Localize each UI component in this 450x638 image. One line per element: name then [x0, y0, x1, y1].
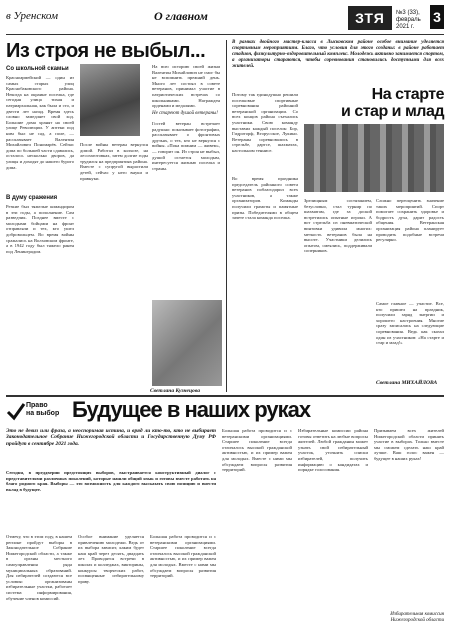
- article3-rubric-line1: Право: [26, 402, 48, 409]
- article1-col2: [80, 142, 148, 382]
- issue-date: февраль 2021 г.: [396, 17, 421, 30]
- article1-subhead: Со школьной скамьи: [6, 66, 69, 72]
- article3-rubric: [26, 402, 59, 418]
- article3-signature-line1: Избирательная комиссия: [390, 612, 444, 617]
- article3-p2: Отмечу, что в этом году, в нашем регионе пройдут выборы в Законодательное Собрание Нижегородской области, а также в органы местного самоуправления ряда муниципальных образований. Для избирателей создаются все условия: организованы избирательные участки, работает система информирования, обучение членов комиссий.: [6, 534, 72, 601]
- article3-lead: Это не девиз или фраза, а неоспоримая истина, и вряд ли кто-то, кто не выбирает Законодательное Собрание Нижегородской области и Государственную Думу РФ пройдут в сентябре 2021 года.: [6, 428, 216, 447]
- article2-col2: [304, 198, 372, 388]
- article2-p3: Зрелищным состязанием, безусловно, стал турнир по шахматам, где за доской встретились опытные игроки. А вот стрельба из пневматической винтовки удивила многих: меткость ветеранов была на высоте. Участники делились опытом, смеялись, поддерживали соперников.: [304, 198, 372, 254]
- article1-p4: На всю историю своей жизни Валентин Михайлович не смог бы не вспомнить прежний день. Много лет состоял в совете ветеранов, принимал участие в патриотических встречах со школьниками. Награжден орденами и медалями.: [152, 64, 220, 108]
- article3-col4: [222, 428, 292, 632]
- article1-p1: Красноармейский — один из самых старых улиц Краснобаковского района. Некогда на окраине поселка, где сегодня улица тихая и патриархальная, как была и сто, и двести лет назад. Время здесь словно замедляет свой ход. Большие дома хранят на своей улице Революции. У аптеки под ним был не сад, а поле, — рассказывает Валентин Михайлович Пономарёв. Сейчас дома по большей части сдавались, осталось несколько дворов, да улицы и доходят до нашего бурого дома.: [6, 75, 74, 170]
- article1-p2: Резкие был тяжелые командиром в эти годы, а пополнение. Сам разведчик. Позднее вместе с молодыми бойцами на фронт отправляли и тех, кто ушел добровольцем. Во время войны сражались на Волховском фронте, а в 1942 году был тяжело ранен под Ленинградом.: [6, 204, 74, 254]
- masthead-region: в Уренском: [6, 10, 59, 22]
- article3-p4: Большая работа проводится и с ветеранскими организациями. Старшее поколение всегда отличалось высокой гражданской активностью, и их пример важен для молодых. Вместе с ними мы обсуждаем вопросы развития территорий.: [150, 534, 216, 579]
- article3-col2: [78, 534, 144, 634]
- article3-p4b: Большая работа проводится и с ветеранскими организациями. Старшее поколение всегда отличалось высокой гражданской активностью, и их пример важен для молодых. Вместе с ними мы обсуждаем вопросы развития территорий.: [222, 428, 292, 473]
- competition-photo: [304, 124, 444, 192]
- article2-p1: Потому так единодушно решили поселковые спортивные соревнования районной ветеранской организации. Со всех концов района съехались участники. Свою команду выставил каждый поселок: Бор, Гидроторф, Вторусское, Лукино. Ветераны соревновались в стрельбе, дартсе, шахматах, настольном теннисе.: [232, 92, 298, 153]
- page-number: 3: [430, 5, 444, 29]
- newspaper-logo: ЗТЯ: [348, 6, 392, 30]
- article2-p4: Сложно переоценить значение таких мероприятий. Спорт помогает сохранить здоровье и бодрость духа, дарит радость общения. Ветеранская организация района планирует проводить подобные встречи регулярно.: [376, 198, 444, 243]
- article3-col6: [374, 428, 444, 624]
- article2-p2: Во время праздника председатель районного совета ветеранов поблагодарил всех участников, а также организаторов. Команды получили грамоты и памятные призы. Победителями в общем зачете стала команда поселка.: [232, 176, 298, 221]
- article1-sidebar-head: В думу сражения: [6, 195, 58, 201]
- article1-p5: Гостей ветеран встречает радушно: показывает фотографии, рассказывает о фронтовых друзьях, о тех, кто не вернулся с войны. «Пока помним — живем», — говорит он. Из строя не выбыл, душой остается молодым, интересуется жизнью поселка и страны.: [152, 121, 220, 171]
- article3-col5: [298, 428, 368, 632]
- article3-signature-line2: Нижегородской области: [390, 618, 444, 623]
- checkmark-icon: [6, 400, 26, 424]
- article3-p1: Сегодня, в преддверии предстоящих выборов, выстраивается конструктивный диалог с представителями различных поколений, которые нашли общий язык и готовы вместе работать на благо родного края. Выборы — это возможность для каждого высказать свою позицию и внести вклад в будущее.: [6, 470, 216, 492]
- article2-kicker: В рамках двойного мастер-класса в Лысковском районе особое внимание уделяется спортивным мероприятиям. Благо, что условия для этого созданы: в районе работает стадион, физкультурно-оздоровительный комплекс. Молодежь активно занимается спортом, а организаторы стараются, чтобы соревнования становились доступными для всех жителей.: [232, 40, 444, 69]
- section-title: О главном: [154, 9, 208, 23]
- article3-p3: Особое внимание уделяется привлечению молодежи. Ведь от их выбора зависит, каким будет наш край через десять, двадцать лет. Проводятся встречи в школах и колледжах, викторины, конкурсы творческих работ, посвященные избирательному праву.: [78, 534, 144, 584]
- article1-signature: Светлана Кузнецова: [150, 388, 200, 394]
- article3-rubric-line2: на выбор: [26, 410, 60, 417]
- issue-number: №3 (33),: [396, 10, 420, 16]
- veteran-photo: [80, 64, 140, 136]
- photo-caption: Не стареют душой ветераны!: [152, 111, 218, 116]
- article2-p5: Самое главное — участие. Все, кто пришел на праздник, получили заряд энергии и хорошего настроения. Многие сразу записались на следующие соревнования. Ведь как сказал один из участников: «На старте и стар и млад!»: [376, 301, 444, 346]
- article2-headline-line1: На старте: [371, 86, 444, 103]
- article3-col1: [6, 470, 216, 532]
- article2-col1: [232, 92, 298, 172]
- article1-p3: После войны ветеран вернулся домой. Работал в колхозе, на лесозаготовках, затем долгие годы трудился на предприятиях района. Вместе с супругой вырастили детей, сейчас у него внуки и правнуки.: [80, 142, 148, 181]
- column-divider: [226, 40, 227, 392]
- article3-p5: Избирательные комиссии района готовы ответить на любые вопросы жителей. Любой гражданин может узнать свой избирательный участок, уточнить списки избирателей, получить информацию о кандидатах и порядке голосования.: [298, 428, 368, 473]
- issue-info: [396, 10, 432, 31]
- article3-p6: Призываем всех жителей Нижегородской области принять участие в выборах. Только вместе мы сможем сделать наш край лучше. Ваш голос важен — будущее в наших руках!: [374, 428, 444, 461]
- article3-signature: [374, 612, 444, 624]
- article2-col3: [376, 198, 444, 373]
- article3-col1b: [6, 534, 72, 634]
- article2-headline: [302, 86, 444, 120]
- article3-col3: [150, 534, 216, 634]
- article2-signature: Светлана МИХАЙЛОВА: [376, 380, 438, 386]
- article1-headline: Из строя не выбыл...: [6, 40, 206, 62]
- masthead: [6, 4, 444, 35]
- veterans-group-photo: [152, 300, 222, 386]
- article2-col1b: [232, 176, 298, 388]
- article3-headline: Будущее в наших руках: [72, 397, 311, 422]
- article2-headline-line2: и стар и млад: [341, 103, 444, 120]
- article1-col1: [6, 66, 74, 404]
